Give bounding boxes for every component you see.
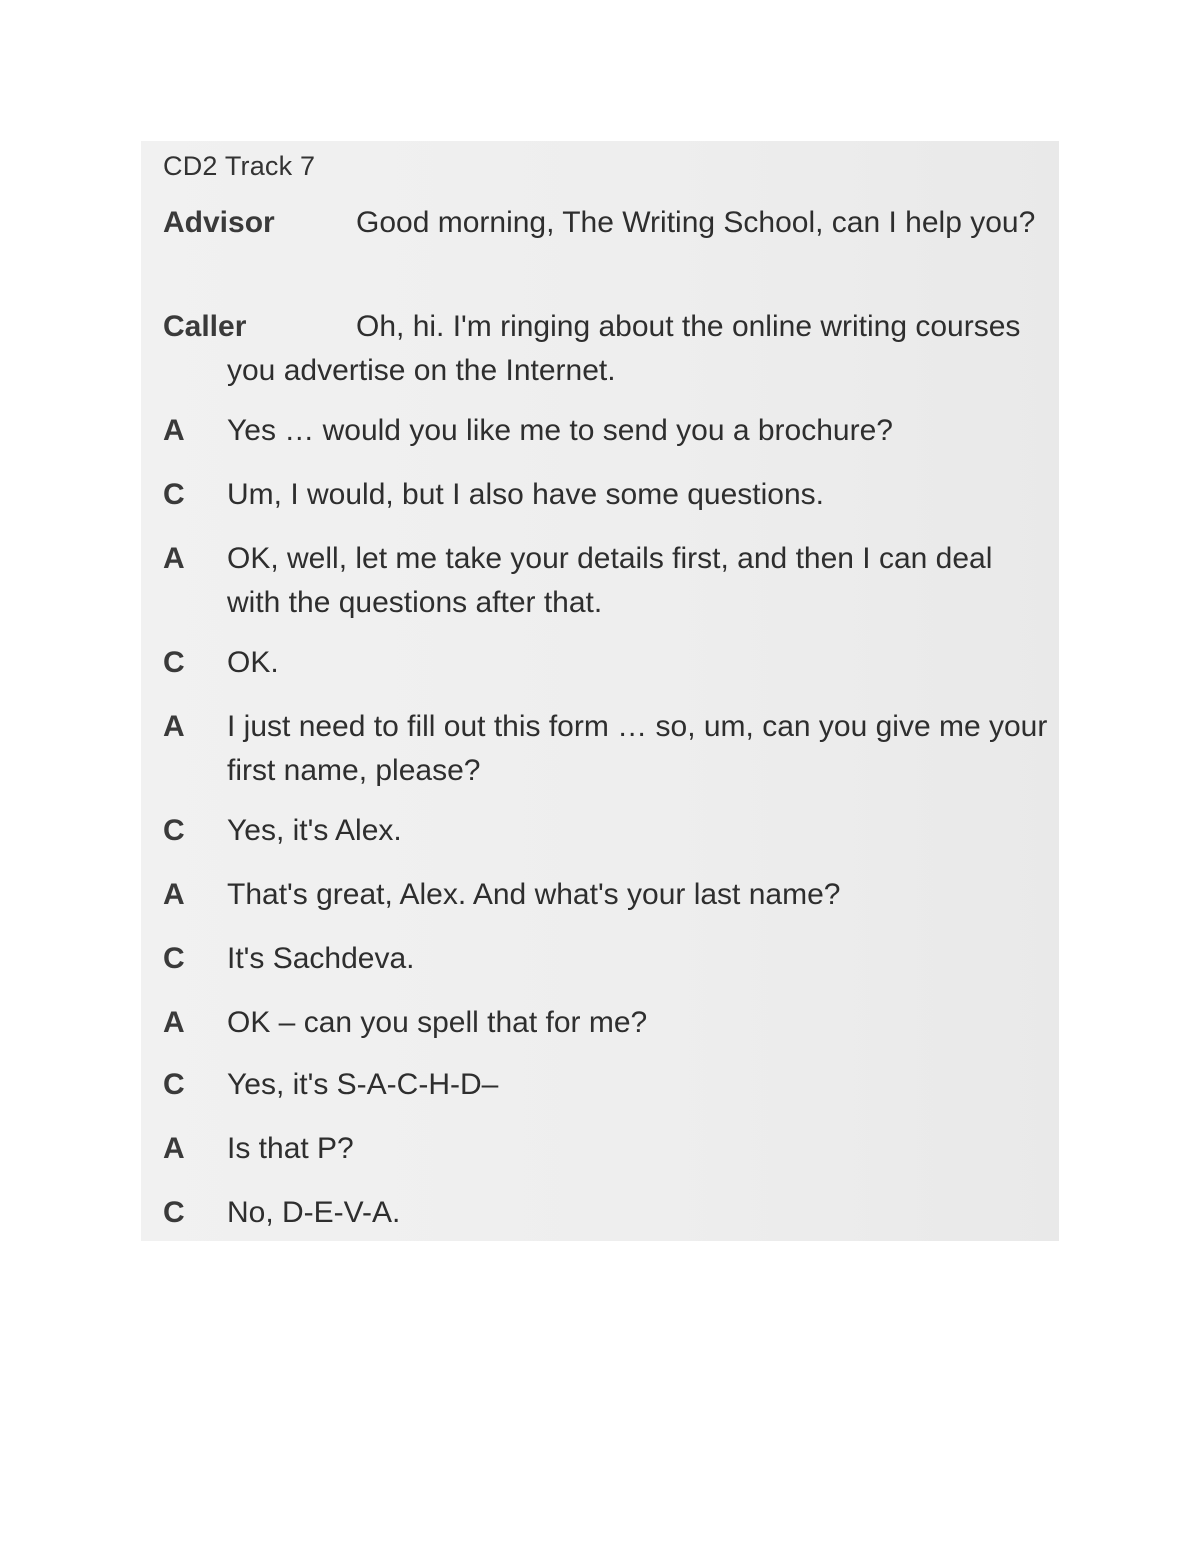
dialogue-line [163, 201, 1049, 245]
dialogue-line [163, 473, 1049, 517]
speaker-label: Advisor [163, 206, 275, 239]
speaker-label: A [163, 542, 185, 575]
dialogue-line [163, 409, 1049, 453]
track-title: CD2 Track 7 [163, 151, 316, 181]
dialogue-text: Yes … would you like me to send you a brochure? [227, 414, 893, 447]
dialogue-text: No, D-E-V-A. [227, 1196, 401, 1229]
dialogue-text: That's great, Alex. And what's your last name? [227, 878, 841, 911]
speaker-label: A [163, 414, 185, 447]
dialogue-text: Um, I would, but I also have some questions. [227, 478, 824, 511]
dialogue-text: Yes, it's S-A-C-H-D– [227, 1068, 499, 1101]
dialogue-line [163, 705, 1049, 793]
transcript-page [141, 141, 1059, 1241]
dialogue-text: OK, well, let me take your details first, and then I can deal with the questions after that. [227, 542, 993, 619]
dialogue-line [163, 1001, 1049, 1045]
speaker-label: A [163, 710, 185, 743]
speaker-label: Caller [163, 310, 247, 343]
dialogue-line [163, 641, 1049, 685]
speaker-label: C [163, 1196, 185, 1229]
dialogue-text: Oh, hi. I'm ringing about the online writing courses you advertise on the Internet. [227, 310, 1021, 387]
dialogue-text: OK. [227, 646, 279, 679]
dialogue-line [163, 537, 1049, 625]
speaker-label: C [163, 646, 185, 679]
dialogue-text: It's Sachdeva. [227, 942, 415, 975]
dialogue-line [163, 873, 1049, 917]
dialogue-line [163, 937, 1049, 981]
speaker-label: A [163, 878, 185, 911]
dialogue-line [163, 305, 1049, 393]
dialogue-text: Good morning, The Writing School, can I help you? [356, 206, 1036, 239]
dialogue-text: I just need to fill out this form … so, um, can you give me your first name, please? [227, 710, 1048, 787]
dialogue-text: Is that P? [227, 1132, 354, 1165]
dialogue-line [163, 809, 1049, 853]
dialogue-text: OK – can you spell that for me? [227, 1006, 648, 1039]
dialogue-line [163, 1191, 1049, 1235]
speaker-label: A [163, 1006, 185, 1039]
dialogue-text: Yes, it's Alex. [227, 814, 402, 847]
dialogue-line [163, 1063, 1049, 1107]
speaker-label: C [163, 478, 185, 511]
speaker-label: C [163, 1068, 185, 1101]
speaker-label: C [163, 814, 185, 847]
speaker-label: A [163, 1132, 185, 1165]
speaker-label: C [163, 942, 185, 975]
dialogue-line [163, 1127, 1049, 1171]
